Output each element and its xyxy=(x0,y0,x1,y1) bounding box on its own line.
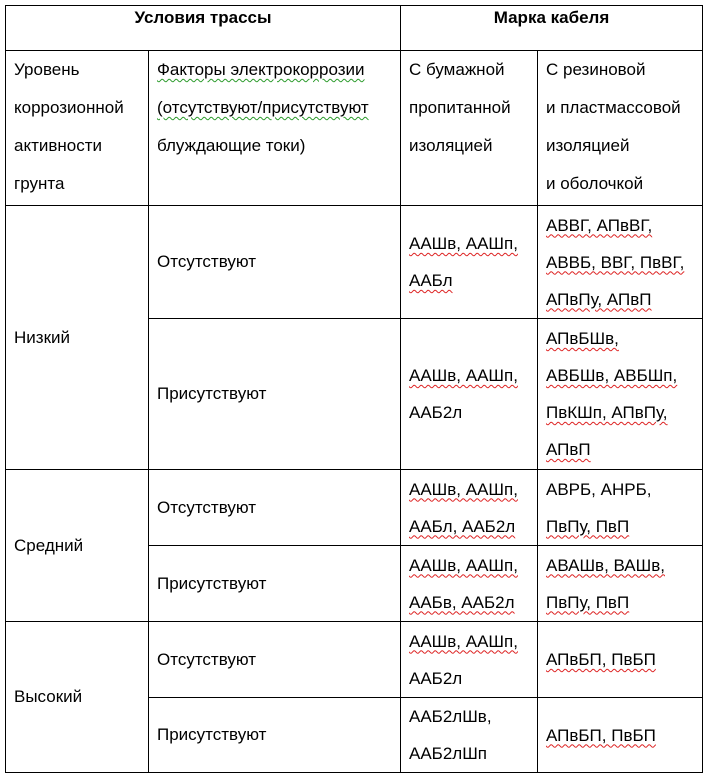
paper-line: ААШв, ААШп, xyxy=(409,366,518,385)
level-cell: Высокий xyxy=(6,622,149,773)
paper-cell xyxy=(401,698,538,773)
rubber-cell xyxy=(538,470,703,546)
rubber-line: ПвПу, ПвП xyxy=(546,592,630,612)
paper-cell xyxy=(401,546,538,622)
subheader-rubber-line: изоляцией xyxy=(546,136,630,155)
factor-cell: Присутствуют xyxy=(149,546,401,622)
rubber-line: АВВБ, ВВГ, ПвВГ, xyxy=(546,252,685,272)
paper-cell xyxy=(401,622,538,698)
rubber-line: ПвКШп, АПвПу, xyxy=(546,403,668,422)
paper-cell xyxy=(401,206,538,319)
factor-cell: Отсутствуют xyxy=(149,470,401,546)
paper-line: ААБ2лШп xyxy=(409,744,487,763)
cable-selection-table xyxy=(5,5,703,773)
rubber-cell xyxy=(538,206,703,319)
factor-cell: Присутствуют xyxy=(149,319,401,470)
rubber-line: АПвПу, АПвП xyxy=(546,289,652,309)
paper-line: ААШв, ААШп, xyxy=(409,631,518,651)
rubber-cell xyxy=(538,546,703,622)
rubber-cell xyxy=(538,319,703,470)
table-row xyxy=(6,470,703,546)
rubber-cell xyxy=(538,622,703,698)
subheader-factors-line: блуждающие токи) xyxy=(157,136,306,155)
subheader-rubber-line: и пластмассовой xyxy=(546,98,681,117)
table-row xyxy=(6,622,703,698)
subheader-factors-line: (отсутствуют/присутствуют xyxy=(157,98,369,117)
paper-line: ААБ2лШв, xyxy=(409,707,492,726)
subheader-level xyxy=(6,51,149,206)
rubber-line: АПвБП, ПвБП xyxy=(546,650,656,669)
paper-line: ААБл xyxy=(409,271,453,290)
subheader-level-line: Уровень xyxy=(14,60,80,79)
rubber-line: АВРБ, АНРБ, xyxy=(546,479,652,499)
rubber-line: АПвП xyxy=(546,440,591,459)
rubber-line: АВБШв, АВБШп, xyxy=(546,366,678,385)
level-cell: Низкий xyxy=(6,206,149,470)
level-cell: Средний xyxy=(6,470,149,622)
rubber-line: АВВГ, АПвВГ, xyxy=(546,215,653,235)
table-subheader-row xyxy=(6,51,703,206)
table-row xyxy=(6,206,703,319)
factor-cell: Присутствуют xyxy=(149,698,401,773)
rubber-line: АПвБШв, xyxy=(546,329,619,348)
header-conditions: Условия трассы xyxy=(6,6,401,51)
rubber-line: АВАШв, ВАШв, xyxy=(546,555,665,575)
subheader-rubber-line: С резиновой xyxy=(546,60,646,79)
subheader-level-line: коррозионной xyxy=(14,98,124,117)
paper-line: ААБв, ААБ2л xyxy=(409,592,515,612)
subheader-level-line: грунта xyxy=(14,174,65,193)
subheader-paper-line: пропитанной xyxy=(409,98,511,117)
subheader-rubber xyxy=(538,51,703,206)
subheader-paper-line: изоляцией xyxy=(409,136,493,155)
factor-cell: Отсутствуют xyxy=(149,206,401,319)
subheader-paper-line: С бумажной xyxy=(409,60,505,79)
factor-cell: Отсутствуют xyxy=(149,622,401,698)
rubber-cell xyxy=(538,698,703,773)
paper-cell xyxy=(401,470,538,546)
rubber-line: ПвПу, ПвП xyxy=(546,516,630,536)
paper-cell xyxy=(401,319,538,470)
paper-line: ААШв, ААШп, xyxy=(409,234,518,253)
subheader-factors-line: Факторы электрокоррозии xyxy=(157,60,365,79)
paper-line: ААБ2л xyxy=(409,668,463,688)
paper-line: ААШв, ААШп, xyxy=(409,555,518,575)
subheader-level-line: активности xyxy=(14,136,103,155)
table-header-row xyxy=(6,6,703,51)
subheader-paper xyxy=(401,51,538,206)
subheader-rubber-line: и оболочкой xyxy=(546,174,644,193)
paper-line: ААБл, ААБ2л xyxy=(409,516,516,536)
paper-line: ААБ2л xyxy=(409,403,463,422)
header-cable-brand: Марка кабеля xyxy=(401,6,703,51)
paper-line: ААШв, ААШп, xyxy=(409,479,518,499)
subheader-factors xyxy=(149,51,401,206)
rubber-line: АПвБП, ПвБП xyxy=(546,725,656,745)
